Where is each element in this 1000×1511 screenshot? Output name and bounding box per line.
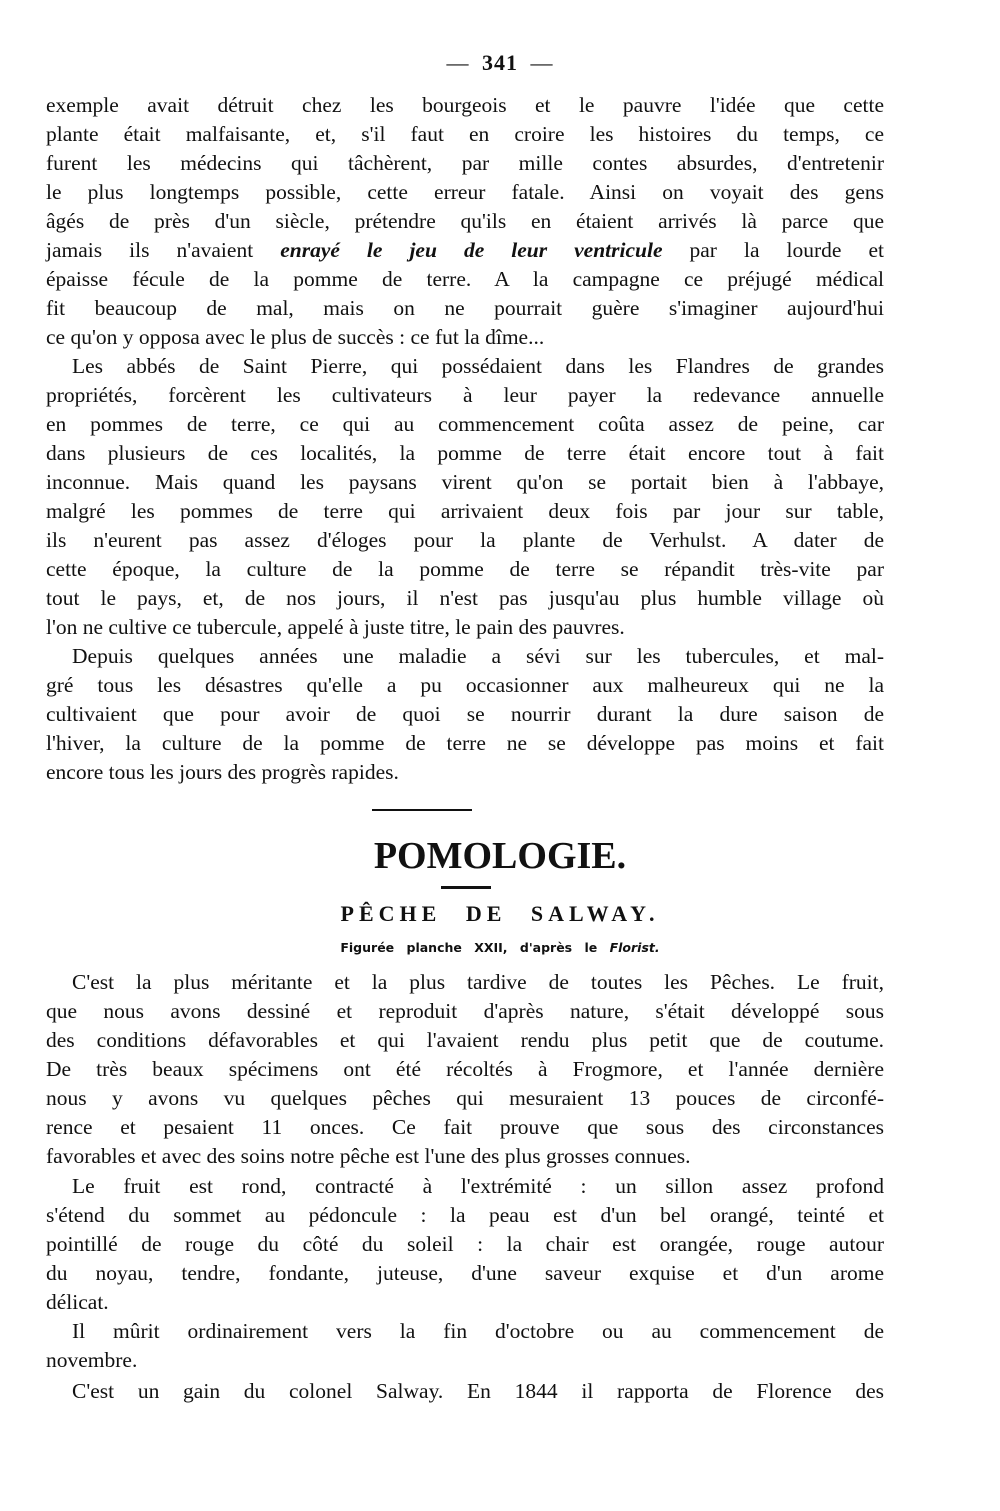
text-line: De très beaux spécimens ont été récoltés à Frogmore, et l'année dernière	[46, 1057, 884, 1081]
text-line: rence et pesaient 11 onces. Ce fait prouve que sous des circonstances	[46, 1115, 884, 1139]
text-line: C'est la plus méritante et la plus tardive de toutes les Pêches. Le fruit,	[72, 970, 884, 994]
text-line: s'étend du sommet au pédoncule : la peau est d'un bel orangé, teinté et	[46, 1203, 884, 1227]
text-line: ce qu'on y opposa avec le plus de succès : ce fut la dîme...	[46, 325, 545, 349]
text-line: dans plusieurs de ces localités, la pomme de terre était encore tout à fait	[46, 441, 884, 465]
text-line: âgés de près d'un siècle, prétendre qu'ils en étaient arrivés là parce que	[46, 209, 884, 233]
caption-text: Figurée planche XXII, d'après le	[340, 940, 610, 955]
text-line: tout le pays, et, de nos jours, il n'est pas jusqu'au plus humble village où	[46, 586, 884, 610]
text-line: Les abbés de Saint Pierre, qui possédaient dans les Flandres de grandes	[72, 354, 884, 378]
folio-number: 341	[482, 50, 518, 75]
page-number	[0, 50, 1000, 76]
section-heading: POMOLOGIE.	[373, 835, 627, 877]
text-line: délicat.	[46, 1290, 109, 1314]
text-line: exemple avait détruit chez les bourgeois et le pauvre l'idée que cette	[46, 93, 884, 117]
text-line: Il mûrit ordinairement vers la fin d'octobre ou au commencement de	[72, 1319, 884, 1343]
text-line: Le fruit est rond, contracté à l'extrémité : un sillon assez profond	[72, 1174, 884, 1198]
text-line: que nous avons dessiné et reproduit d'après nature, s'était développé sous	[46, 999, 884, 1023]
plate-caption	[0, 940, 1000, 955]
text-line: C'est un gain du colonel Salway. En 1844 il rapporta de Florence des	[72, 1379, 884, 1403]
text-line: pointillé de rouge du côté du soleil : la chair est orangée, rouge autour	[46, 1232, 884, 1256]
text-line: cultivaient que pour avoir de quoi se nourrir durant la dure saison de	[46, 702, 884, 726]
text-line: l'on ne cultive ce tubercule, appelé à juste titre, le pain des pauvres.	[46, 615, 625, 639]
text-span: jamais ils n'avaient	[46, 238, 281, 262]
text-line: cette époque, la culture de la pomme de terre se répandit très-vite par	[46, 557, 884, 581]
text-line: le plus longtemps possible, cette erreur fatale. Ainsi on voyait des gens	[46, 180, 884, 204]
text-line: encore tous les jours des progrès rapides.	[46, 760, 399, 784]
text-line: Depuis quelques années une maladie a sévi sur les tubercules, et mal-	[72, 644, 884, 668]
text-span: par la lourde et	[662, 238, 884, 262]
text-line: inconnue. Mais quand les paysans virent qu'on se portait bien à l'abbaye,	[46, 470, 884, 494]
heading-rule	[441, 886, 491, 889]
text-line: ils n'eurent pas assez d'éloges pour la plante de Verhulst. A dater de	[46, 528, 884, 552]
text-line: propriétés, forcèrent les cultivateurs à leur payer la redevance annuelle	[46, 383, 884, 407]
text-line: en pommes de terre, ce qui au commencement coûta assez de peine, car	[46, 412, 884, 436]
text-line: nous y avons vu quelques pêches qui mesuraient 13 pouces de circonfé-	[46, 1086, 884, 1110]
text-line: fit beaucoup de mal, mais on ne pourrait guère s'imaginer aujourd'hui	[46, 296, 884, 320]
text-line: du noyau, tendre, fondante, juteuse, d'une saveur exquise et d'un arome	[46, 1261, 884, 1285]
text-line: des conditions défavorables et qui l'avaient rendu plus petit que de coutume.	[46, 1028, 884, 1052]
text-line: novembre.	[46, 1348, 138, 1372]
text-line-with-italic	[46, 236, 884, 265]
text-line: l'hiver, la culture de la pomme de terre ne se développe pas moins et fait	[46, 731, 884, 755]
text-line: favorables et avec des soins notre pêche est l'une des plus grosses connues.	[46, 1144, 691, 1168]
caption-italic: Florist.	[609, 940, 660, 955]
folio-dash-left: —	[446, 50, 470, 75]
text-line: gré tous les désastres qu'elle a pu occasionner aux malheureux qui ne la	[46, 673, 884, 697]
italic-phrase: enrayé le jeu de leur ventricule	[280, 238, 663, 262]
folio-dash-right: —	[530, 50, 554, 75]
text-line: furent les médecins qui tâchèrent, par mille contes absurdes, d'entretenir	[46, 151, 884, 175]
article-title: PÊCHE DE SALWAY.	[340, 901, 660, 926]
text-line: plante était malfaisante, et, s'il faut en croire les histoires du temps, ce	[46, 122, 884, 146]
text-line: malgré les pommes de terre qui arrivaient deux fois par jour sur table,	[46, 499, 884, 523]
text-line: épaisse fécule de la pomme de terre. A la campagne ce préjugé médical	[46, 267, 884, 291]
section-divider	[372, 809, 472, 811]
